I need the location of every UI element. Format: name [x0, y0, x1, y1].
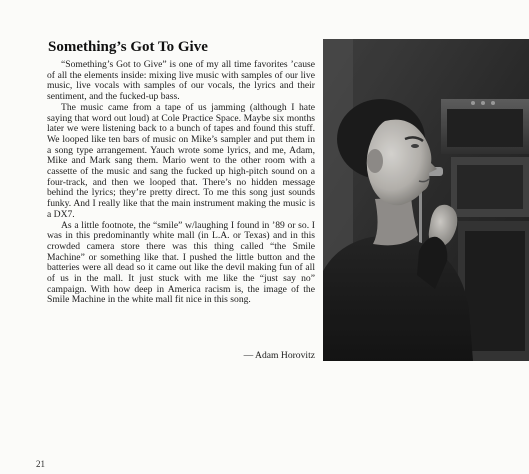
article-paragraph-3: As a little footnote, the “smile” w/laughing I found in ’89 or so. I was in this predominantly white mall (in L.A. or Texas) and in this crowded camera store there was this thing called “the Smile Machine” or something like that. I pushed the little button and the batteries were all dead so it came out like the devil making fun of all of us in the mall. It just stuck with me like the “just say no” campaign. With how deep in America racism is, the image of the Smile Machine in the white mall fit nice in this song. [47, 219, 315, 306]
article-paragraph-2: The music came from a tape of us jamming (although I hate saying that word out loud) at Cole Practice Space. Maybe six months later we were listening back to a bunch of tapes and found this stuff. We looped like ten bars of music on Mike’s sampler and put them in a song type arrangement. Yauch wrote some lyrics, and me, Adam, Mike and Mark sang them. Mario went to the other room with a cassette of the music and sang the fucked up high-pitch sound on a four-track, and then we looped that. There’s no hidden message behind the lyrics; they’re pretty direct. To me this song just sounds funky. And I really like that the main instrument making the music is a DX7. [47, 101, 315, 220]
article-paragraph-1: “Something’s Got to Give” is one of my all time favorites ’cause of all the elements inside: mixing live music with samples of our live music, live vocals with samples of our vocals, the lyrics and their sentiment, and the fucked-up bass. [47, 59, 315, 103]
photo-grain [323, 39, 529, 361]
author-signature: — Adam Horovitz [243, 350, 315, 361]
page-number: 21 [36, 459, 45, 469]
musician-photo [323, 39, 529, 361]
article-title: Something’s Got To Give [48, 39, 208, 55]
article-body [47, 60, 315, 350]
photo-illustration [323, 39, 529, 361]
